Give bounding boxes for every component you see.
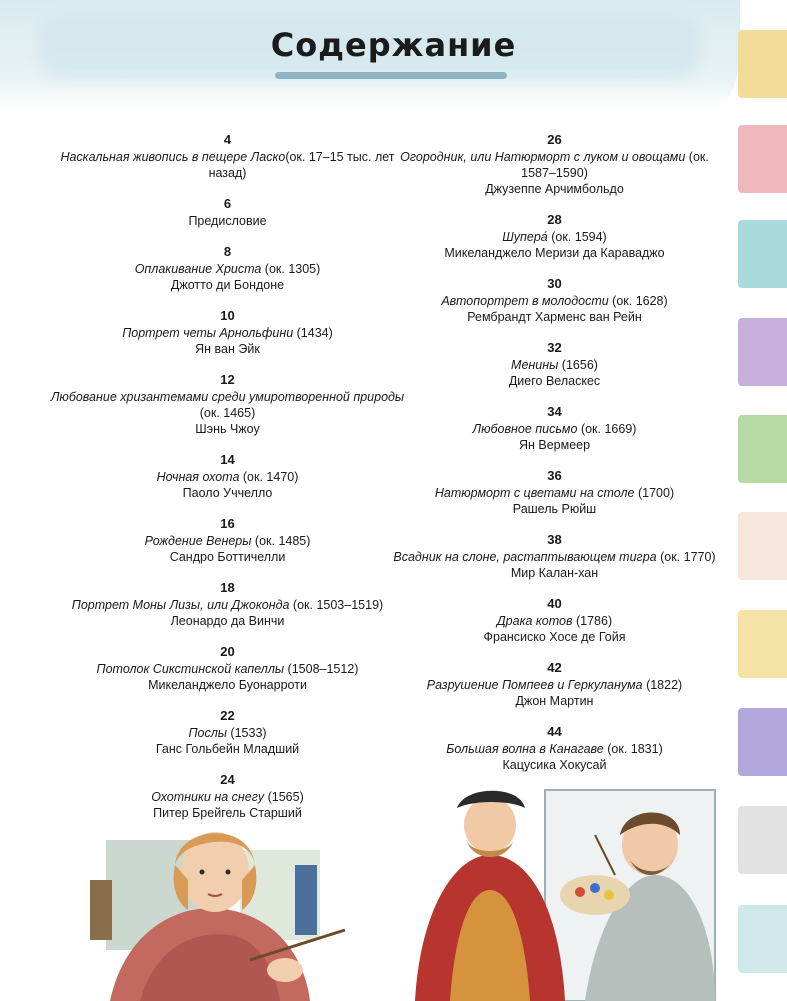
toc-work-date: (ок. 1305) xyxy=(261,262,321,276)
toc-work-line xyxy=(40,325,415,341)
toc-work-date: (ок. 1503–1519) xyxy=(289,598,384,612)
toc-work-date: (ок. 1628) xyxy=(608,294,668,308)
toc-work-line xyxy=(40,789,415,805)
toc-artist: Диего Веласкес xyxy=(508,374,601,388)
toc-work-line xyxy=(382,613,727,629)
toc-work-line xyxy=(382,149,727,181)
toc-entry xyxy=(40,195,415,229)
toc-entry xyxy=(382,467,727,517)
color-swatch-4 xyxy=(738,318,787,386)
title-underline xyxy=(275,72,507,79)
toc-page-number: 22 xyxy=(220,708,235,723)
color-swatch-9 xyxy=(738,806,787,874)
toc-work-date: (ок. 1470) xyxy=(239,470,299,484)
toc-page-number: 28 xyxy=(547,212,562,227)
toc-work-title: Портрет Моны Лизы, или Джоконда xyxy=(71,598,290,612)
color-swatch-8 xyxy=(738,708,787,776)
toc-entry xyxy=(382,131,727,197)
color-swatch-3 xyxy=(738,220,787,288)
toc-artist: Микеланджело Меризи да Караваджо xyxy=(444,246,665,260)
toc-work-title: Любование хризантемами среди умиротворенной природы xyxy=(50,390,405,404)
toc-work-title: Всадник на слоне, растаптывающем тигра xyxy=(393,550,657,564)
toc-work-line xyxy=(40,261,415,277)
color-swatch-2 xyxy=(738,125,787,193)
toc-work-title: Рождение Венеры xyxy=(144,534,252,548)
toc-page-number: 42 xyxy=(547,660,562,675)
toc-entry xyxy=(40,371,415,437)
toc-work-date: (1533) xyxy=(226,726,267,740)
color-swatch-6 xyxy=(738,512,787,580)
toc-work-line xyxy=(40,389,415,421)
toc-entry xyxy=(382,339,727,389)
toc-entry xyxy=(40,451,415,501)
toc-entry xyxy=(40,515,415,565)
color-swatch-10 xyxy=(738,905,787,973)
toc-work-date: (1565) xyxy=(264,790,304,804)
toc-work-title: Потолок Сикстинской капеллы xyxy=(96,662,285,676)
toc-artist: Джузеппе Арчимбольдо xyxy=(485,182,624,196)
toc-artist: Ян Вермеер xyxy=(518,438,591,452)
color-swatch-7 xyxy=(738,610,787,678)
toc-page-number: 4 xyxy=(223,132,232,147)
toc-work-date: (1700) xyxy=(634,486,675,500)
toc-page-number: 20 xyxy=(220,644,235,659)
illustration-artist-portrait xyxy=(70,810,360,1001)
toc-artist: Ганс Гольбейн Младший xyxy=(155,742,300,756)
toc-entry xyxy=(40,243,415,293)
toc-page-number: 38 xyxy=(547,532,562,547)
toc-entry xyxy=(382,211,727,261)
toc-work-line xyxy=(382,549,727,565)
toc-work-title: Охотники на снегу xyxy=(151,790,265,804)
toc-work-date: (ок. 1831) xyxy=(603,742,663,756)
toc-page-number: 8 xyxy=(223,244,232,259)
toc-work-line xyxy=(40,597,415,613)
toc-page-number: 44 xyxy=(547,724,562,739)
toc-work-line xyxy=(382,229,727,245)
toc-work-line xyxy=(40,725,415,741)
toc-artist: Микеланджело Буонарроти xyxy=(148,678,307,692)
toc-work-title: Оплакивание Христа xyxy=(134,262,262,276)
toc-artist: Джон Мартин xyxy=(515,694,594,708)
toc-work-date: (1434) xyxy=(293,326,333,340)
toc-entry xyxy=(382,659,727,709)
toc-work-line xyxy=(382,741,727,757)
toc-artist: Шэнь Чжоу xyxy=(195,422,260,436)
toc-page-number: 6 xyxy=(223,196,232,211)
toc-work-date: (1822) xyxy=(642,678,683,692)
toc-page-number: 24 xyxy=(220,772,235,787)
toc-work-title: Ночная охота xyxy=(156,470,240,484)
toc-page-number: 36 xyxy=(547,468,562,483)
toc-work-date: (1656) xyxy=(558,358,598,372)
toc-work-date: (ок. 1770) xyxy=(656,550,716,564)
toc-work-date: (ок. 17–15 тыс. лет назад) xyxy=(208,150,395,180)
toc-page-number: 16 xyxy=(220,516,235,531)
toc-work-line xyxy=(382,485,727,501)
toc-artist: Кацусика Хокусай xyxy=(502,758,607,772)
toc-work-date: (1786) xyxy=(572,614,613,628)
toc-work-date: (1508–1512) xyxy=(284,662,359,676)
toc-column-right xyxy=(382,131,727,787)
toc-work-line xyxy=(382,421,727,437)
toc-work-line xyxy=(382,293,727,309)
toc-artist: Предисловие xyxy=(188,214,267,228)
toc-artist: Паоло Уччелло xyxy=(182,486,273,500)
toc-entry xyxy=(382,723,727,773)
toc-work-date: (ок. 1587–1590) xyxy=(521,150,709,180)
toc-work-title: Большая волна в Канагаве xyxy=(446,742,604,756)
toc-page-number: 40 xyxy=(547,596,562,611)
toc-work-title: Разрушение Помпеев и Геркуланума xyxy=(426,678,643,692)
toc-work-title: Портрет четы Арнольфини xyxy=(122,326,294,340)
toc-artist: Джотто ди Бондоне xyxy=(170,278,285,292)
toc-work-title: Наскальная живопись в пещере Ласко xyxy=(60,150,286,164)
toc-work-line xyxy=(40,149,415,181)
toc-page-number: 12 xyxy=(220,372,235,387)
toc-artist: Сандро Боттичелли xyxy=(169,550,286,564)
toc-entry xyxy=(40,131,415,181)
toc-work-date: (ок. 1465) xyxy=(199,406,256,420)
toc-entry xyxy=(40,643,415,693)
toc-page-number: 10 xyxy=(220,308,235,323)
toc-entry xyxy=(40,579,415,629)
toc-work-title: Шупера́ xyxy=(502,230,548,244)
page-title: Содержание xyxy=(270,26,517,64)
toc-work-title: Натюрморт с цветами на столе xyxy=(434,486,635,500)
toc-artist: Ян ван Эйк xyxy=(195,342,260,356)
toc-work-title: Менины xyxy=(511,358,559,372)
toc-work-date: (ок. 1485) xyxy=(251,534,311,548)
toc-entry xyxy=(382,595,727,645)
toc-entry xyxy=(382,531,727,581)
toc-work-line xyxy=(40,469,415,485)
toc-artist: Питер Брейгель Старший xyxy=(153,806,302,820)
toc-page-number: 14 xyxy=(220,452,235,467)
toc-work-title: Послы xyxy=(188,726,227,740)
toc-work-date: (ок. 1594) xyxy=(547,230,607,244)
toc-work-line xyxy=(40,533,415,549)
toc-work-title: Любовное письмо xyxy=(472,422,578,436)
toc-page-number: 34 xyxy=(547,404,562,419)
toc-work-title: Автопортрет в молодости xyxy=(441,294,609,308)
toc-artist: Франсиско Хосе де Гойя xyxy=(483,630,626,644)
toc-entry xyxy=(40,307,415,357)
toc-page-number: 26 xyxy=(547,132,562,147)
toc-entry xyxy=(40,707,415,757)
toc-work-line xyxy=(382,677,727,693)
toc-page-number: 30 xyxy=(547,276,562,291)
toc-artist: Леонардо да Винчи xyxy=(170,614,285,628)
toc-entry xyxy=(382,403,727,453)
toc-artist: Рембрандт Харменс ван Рейн xyxy=(467,310,642,324)
toc-work-date: (ок. 1669) xyxy=(577,422,637,436)
toc-work-line xyxy=(382,357,727,373)
toc-page-number: 32 xyxy=(547,340,562,355)
toc-column-left xyxy=(40,131,415,835)
toc-artist: Рашель Рюйш xyxy=(512,502,597,516)
toc-work-title: Огородник, или Натюрморт с луком и овощами xyxy=(400,150,686,164)
toc-work-title: Драка котов xyxy=(496,614,573,628)
toc-artist: Мир Калан-хан xyxy=(510,566,599,580)
color-swatch-5 xyxy=(738,415,787,483)
toc-work-line xyxy=(40,661,415,677)
illustration-painter-and-king xyxy=(395,780,725,1001)
toc-page-number: 18 xyxy=(220,580,235,595)
toc-entry xyxy=(382,275,727,325)
